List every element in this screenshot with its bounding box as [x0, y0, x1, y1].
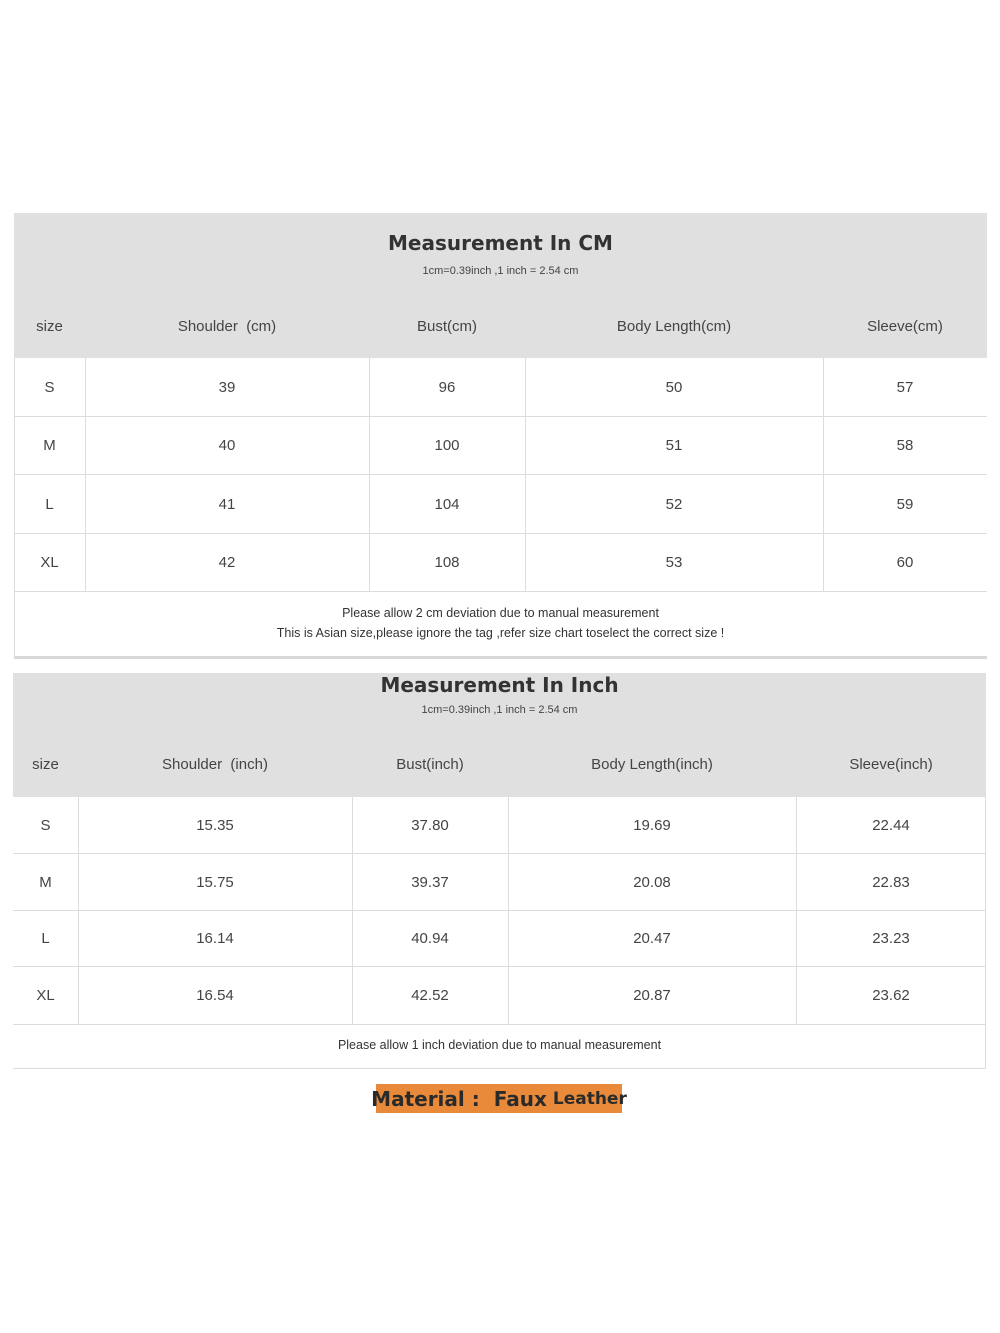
- inch-cell-size: M: [39, 873, 52, 891]
- cm-chart-subtitle: 1cm=0.39inch ,1 inch = 2.54 cm: [422, 265, 579, 277]
- table-row: [13, 911, 986, 967]
- cm-cell-size: L: [45, 495, 54, 513]
- cm-cell-shoulder: 40: [218, 437, 236, 454]
- table-row: [13, 967, 986, 1025]
- inch-header-sleeve: Sleeve(inch): [849, 756, 933, 773]
- inch-cell-bust: 37.80: [411, 816, 449, 834]
- cm-header-shoulder: Shoulder (cm): [177, 318, 277, 335]
- inch-note-deviation: Please allow 1 inch deviation due to manual measurement: [337, 1038, 662, 1052]
- cm-cell-size: XL: [40, 554, 59, 571]
- cm-cell-size: S: [44, 378, 55, 396]
- chart-bottom-border: [14, 656, 987, 659]
- inch-cell-body-length: 20.08: [633, 873, 671, 891]
- cm-note-deviation: Please allow 2 cm deviation due to manual measurement: [342, 606, 659, 620]
- inch-size-chart: [13, 673, 986, 1069]
- inch-cell-size: L: [41, 930, 50, 947]
- material-value-tail: Leather: [552, 1088, 627, 1109]
- cm-cell-bust: 100: [434, 437, 460, 454]
- cm-chart-title: Measurement In CM: [388, 231, 613, 255]
- cm-cell-sleeve: 57: [896, 378, 914, 396]
- inch-cell-shoulder: 16.54: [196, 987, 234, 1004]
- cm-cell-shoulder: 41: [218, 495, 236, 513]
- column-divider: [369, 358, 370, 592]
- inch-cell-size: S: [40, 816, 51, 834]
- inch-cell-sleeve: 22.44: [872, 816, 910, 834]
- material-label: [371, 1084, 627, 1113]
- inch-cell-shoulder: 15.75: [196, 873, 234, 891]
- chart-border: [14, 358, 15, 658]
- chart-bottom-border: [13, 1068, 986, 1069]
- table-row: [14, 358, 987, 417]
- cm-header-bust: Bust(cm): [417, 318, 477, 335]
- cm-cell-bust: 104: [434, 495, 460, 513]
- inch-header-bust: Bust(inch): [396, 756, 464, 773]
- table-row: [14, 417, 987, 475]
- column-divider: [85, 358, 86, 592]
- cm-size-chart: [14, 213, 987, 659]
- cm-cell-bust: 108: [434, 554, 460, 571]
- cm-cell-bust: 96: [438, 378, 456, 396]
- inch-cell-shoulder: 15.35: [196, 816, 234, 834]
- inch-cell-sleeve: 23.62: [872, 987, 910, 1004]
- cm-cell-body-length: 50: [665, 378, 683, 396]
- column-divider: [796, 797, 797, 1025]
- inch-cell-shoulder: 16.14: [196, 930, 234, 947]
- column-divider: [78, 797, 79, 1025]
- cm-note-asian-size: This is Asian size,please ignore the tag ,refer size chart toselect the correct size !: [276, 626, 725, 640]
- cm-header-body-length: Body Length(cm): [616, 318, 732, 335]
- inch-cell-bust: 40.94: [411, 930, 449, 947]
- cm-cell-sleeve: 58: [896, 437, 914, 454]
- cm-cell-body-length: 51: [665, 437, 683, 454]
- inch-cell-body-length: 20.87: [633, 987, 671, 1004]
- cm-cell-sleeve: 60: [896, 554, 914, 571]
- column-divider: [525, 358, 526, 592]
- column-divider: [508, 797, 509, 1025]
- cm-cell-body-length: 53: [665, 554, 683, 571]
- cm-cell-sleeve: 59: [896, 495, 914, 513]
- chart-border: [985, 797, 986, 1069]
- inch-header-body-length: Body Length(inch): [591, 756, 713, 773]
- cm-cell-shoulder: 39: [218, 378, 236, 396]
- cm-cell-shoulder: 42: [218, 554, 236, 571]
- inch-chart-title: Measurement In Inch: [380, 673, 619, 697]
- cm-header-size: size: [36, 318, 63, 335]
- inch-chart-subtitle: 1cm=0.39inch ,1 inch = 2.54 cm: [421, 704, 578, 716]
- table-row: [13, 797, 986, 854]
- table-row: [14, 534, 987, 592]
- inch-header-size: size: [32, 756, 59, 773]
- inch-cell-body-length: 20.47: [633, 930, 671, 947]
- material-value: Faux: [493, 1086, 547, 1111]
- table-row: [14, 475, 987, 534]
- material-label-key: Material :: [371, 1086, 480, 1111]
- inch-cell-sleeve: 23.23: [872, 930, 910, 947]
- inch-header-shoulder: Shoulder (inch): [162, 756, 268, 773]
- inch-cell-sleeve: 22.83: [872, 873, 910, 891]
- inch-cell-bust: 42.52: [411, 987, 449, 1004]
- inch-cell-bust: 39.37: [411, 873, 449, 891]
- table-row: [13, 854, 986, 911]
- inch-cell-body-length: 19.69: [633, 816, 671, 834]
- inch-cell-size: XL: [36, 987, 55, 1004]
- cm-cell-size: M: [43, 437, 56, 454]
- column-divider: [823, 358, 824, 592]
- column-divider: [352, 797, 353, 1025]
- cm-header-sleeve: Sleeve(cm): [867, 318, 943, 335]
- cm-cell-body-length: 52: [665, 495, 683, 513]
